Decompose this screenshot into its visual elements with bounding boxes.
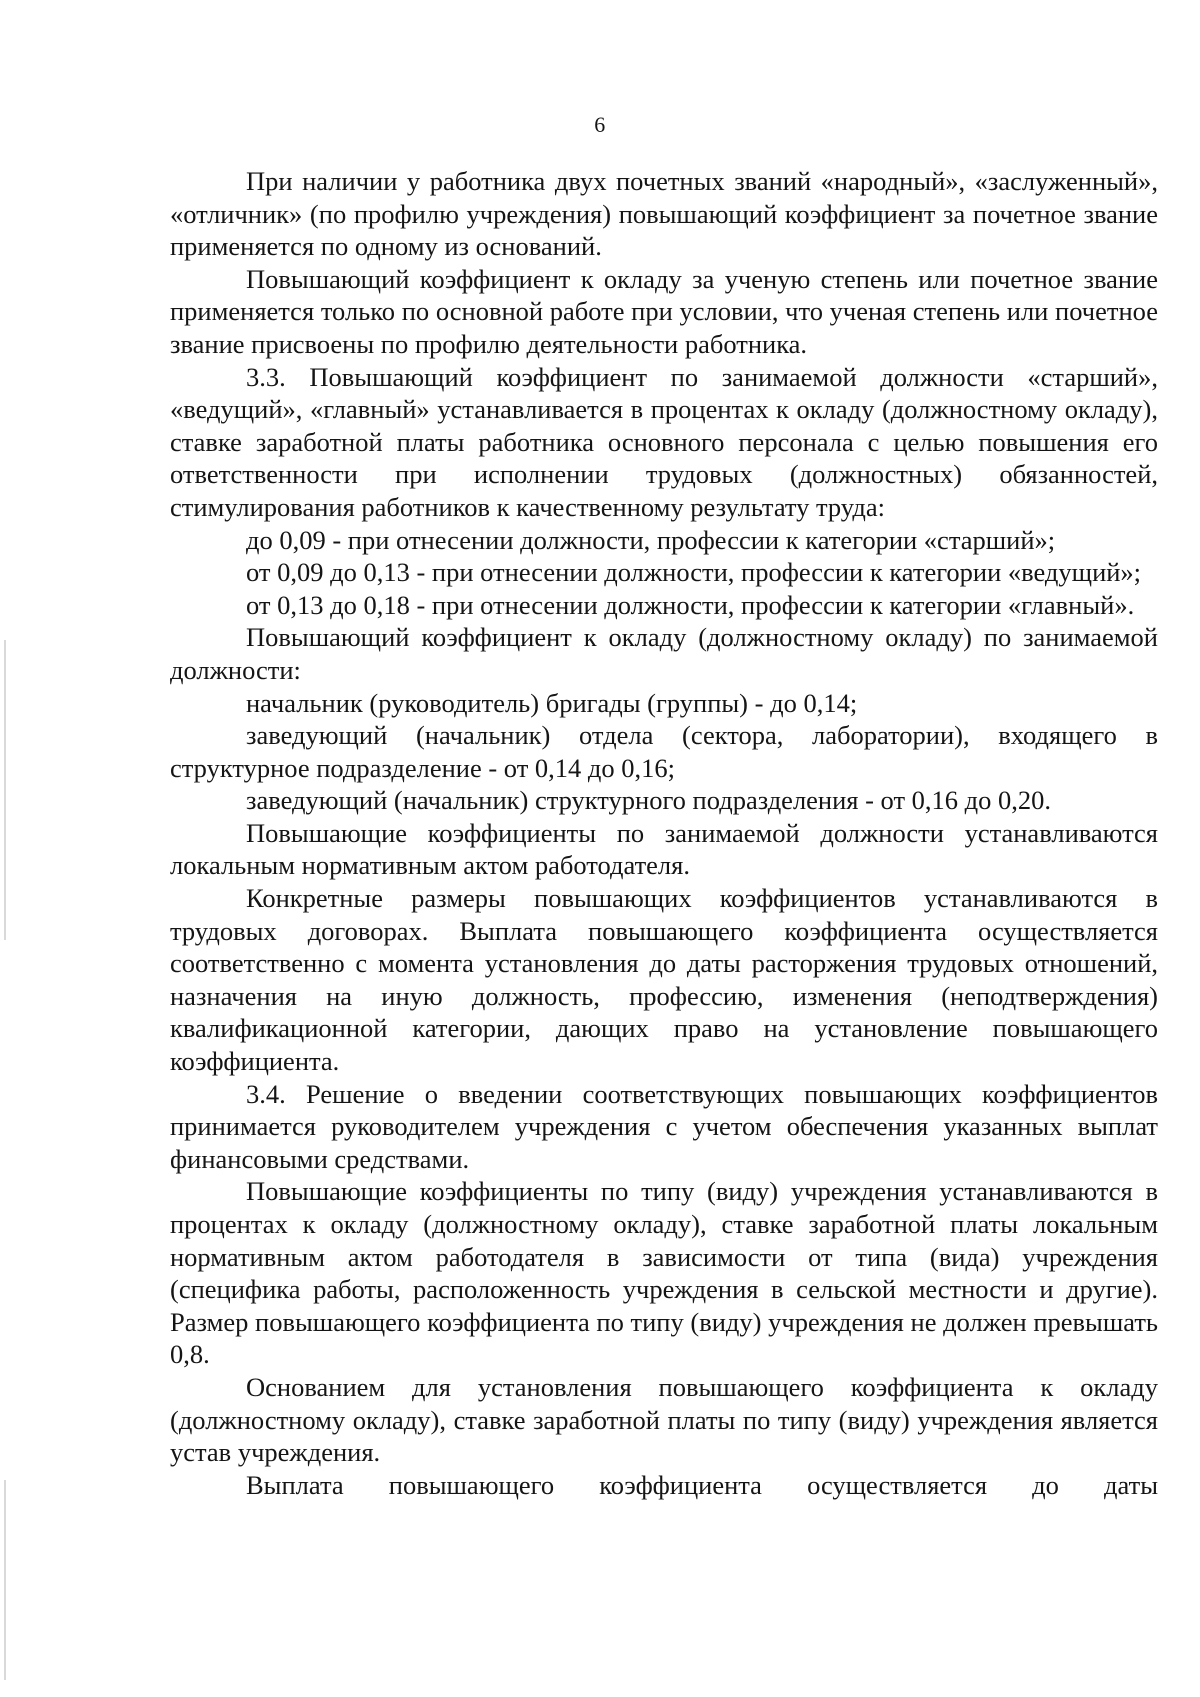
- paragraph: 3.3. Повышающий коэффициент по занимаемой должности «старший», «ведущий», «главный» устанавливается в процентах к окладу (должностному окладу), ставке заработной платы работника основного персонала с целью повышения его ответственности при исполнении трудовых (должностных) обязанностей, стимулирования работников к качественному результату труда:: [170, 361, 1158, 522]
- paragraph: Выплата повышающего коэффициента осуществляется до даты: [246, 1469, 1158, 1500]
- paragraph: Повышающие коэффициенты по типу (виду) учреждения устанавливаются в процентах к окладу (должностному окладу), ставке заработной платы локальным нормативным актом работодателя в зависимости от типа (вида) учреждения (специфика работы, расположенность учреждения в сельской местности и другие). Размер повышающего коэффициента по типу (виду) учреждения не должен превышать 0,8.: [170, 1176, 1158, 1370]
- scan-edge-mark: [4, 1480, 6, 1680]
- paragraph: заведующий (начальник) структурного подразделения - от 0,16 до 0,20.: [246, 785, 1052, 816]
- paragraph: Основанием для установления повышающего коэффициента к окладу (должностному окладу), ставке заработной платы по типу (виду) учреждения является устав учреждения.: [170, 1371, 1158, 1468]
- paragraph: Конкретные размеры повышающих коэффициентов устанавливаются в трудовых договорах. Выплата повышающего коэффициента осуществляется соответственно с момента установления до даты расторжения трудовых отношений, назначения на иную должность, профессию, изменения (неподтверждения) квалификационной категории, дающих право на установление повышающего коэффициента.: [170, 883, 1158, 1077]
- scan-edge-mark: [4, 640, 6, 940]
- paragraph: 3.4. Решение о введении соответствующих повышающих коэффициентов принимается руководителем учреждения с учетом обеспечения указанных выплат финансовыми средствами.: [170, 1078, 1158, 1174]
- paragraph: При наличии у работника двух почетных званий «народный», «заслуженный», «отличник» (по профилю учреждения) повышающий коэффициент за почетное звание применяется по одному из оснований.: [170, 166, 1158, 262]
- page-number: 6: [594, 112, 606, 137]
- paragraph: заведующий (начальник) отдела (сектора, лаборатории), входящего в структурное подразделение - от 0,14 до 0,16;: [170, 720, 1158, 783]
- paragraph: до 0,09 - при отнесении должности, профессии к категории «старший»;: [246, 524, 1056, 555]
- paragraph: Повышающие коэффициенты по занимаемой должности устанавливаются локальным нормативным актом работодателя.: [170, 817, 1158, 881]
- paragraph: от 0,13 до 0,18 - при отнесении должности, профессии к категории «главный».: [246, 589, 1135, 620]
- document-body: [170, 165, 1158, 1501]
- paragraph: Повышающий коэффициент к окладу за ученую степень или почетное звание применяется только по основной работе при условии, что ученая степень или почетное звание присвоены по профилю деятельности работника.: [170, 263, 1158, 359]
- paragraph: от 0,09 до 0,13 - при отнесении должности, профессии к категории «ведущий»;: [246, 557, 1142, 588]
- paragraph: Повышающий коэффициент к окладу (должностному окладу) по занимаемой должности:: [170, 622, 1158, 685]
- paragraph: начальник (руководитель) бригады (группы) - до 0,14;: [246, 687, 858, 718]
